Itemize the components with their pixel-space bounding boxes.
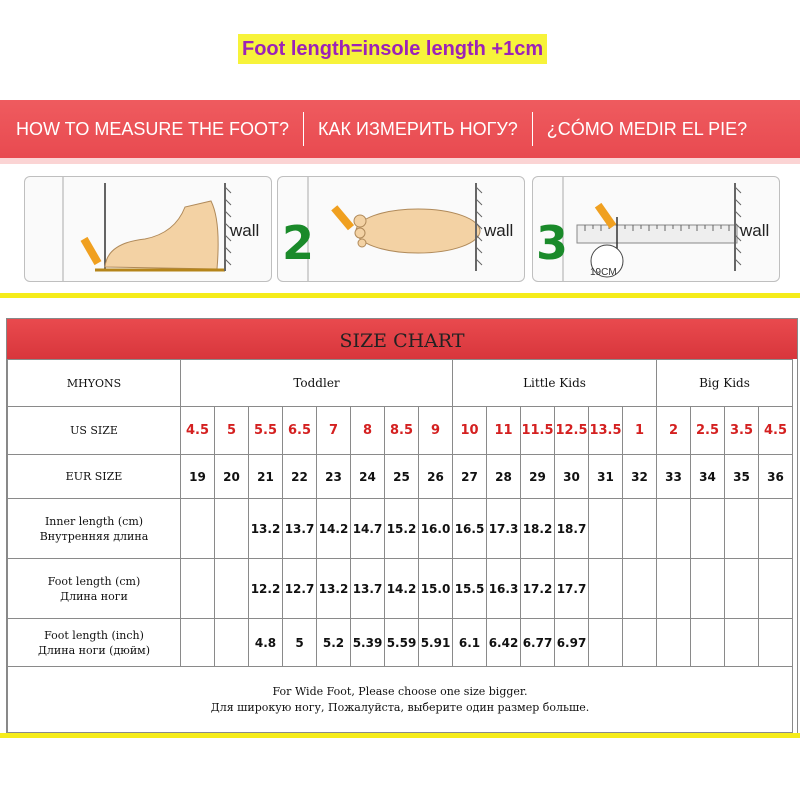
foot-length-inch-cell: 5.2 [317,619,351,667]
foot-length-inch-cell [759,619,793,667]
foot-length-inch-cell: 5 [283,619,317,667]
foot-length-inch-cell [181,619,215,667]
group-big-kids: Big Kids [657,360,793,407]
foot-length-cm-cell [759,559,793,619]
divider-top [0,293,800,298]
eur-size-cell: 29 [521,455,555,499]
foot-length-cm-cell: 14.2 [385,559,419,619]
inner-length-cell [725,499,759,559]
inner-length-cell: 17.3 [487,499,521,559]
eur-size-cell: 36 [759,455,793,499]
foot-length-inch-cell: 6.97 [555,619,589,667]
foot-length-inch-cell: 5.39 [351,619,385,667]
step-3-number: 3 [536,216,569,270]
foot-length-cm-cell: 15.0 [419,559,453,619]
foot-length-cm-label-ru: Длина ноги [60,589,128,603]
inner-length-cell [181,499,215,559]
size-table [7,359,793,733]
foot-length-inch-cell [725,619,759,667]
eur-size-label: EUR SIZE [8,455,181,499]
inner-length-cell [657,499,691,559]
eur-size-cell: 25 [385,455,419,499]
foot-length-inch-cell [691,619,725,667]
inner-length-cell: 16.0 [419,499,453,559]
page-title: Foot length=insole length +1cm [238,34,547,64]
foot-length-cm-label [8,559,181,619]
eur-size-cell: 35 [725,455,759,499]
us-size-cell: 1 [623,407,657,455]
inner-length-cell: 13.2 [249,499,283,559]
us-size-cell: 2.5 [691,407,725,455]
eur-size-cell: 28 [487,455,521,499]
us-size-cell: 11.5 [521,407,555,455]
us-size-cell: 9 [419,407,453,455]
inner-length-cell: 13.7 [283,499,317,559]
eur-size-cell: 31 [589,455,623,499]
banner-russian: КАК ИЗМЕРИТЬ НОГУ? [318,118,518,139]
eur-size-cell: 22 [283,455,317,499]
us-size-cell: 2 [657,407,691,455]
foot-length-inch-cell: 5.59 [385,619,419,667]
foot-length-cm-cell: 16.3 [487,559,521,619]
eur-size-cell: 23 [317,455,351,499]
foot-length-cm-cell: 12.7 [283,559,317,619]
inner-length-cell: 16.5 [453,499,487,559]
foot-length-cm-label-en: Foot length (cm) [47,574,141,588]
foot-length-cm-cell [181,559,215,619]
us-size-cell: 11 [487,407,521,455]
step-2-wall-label: wall [484,221,514,240]
eur-size-cell: 19 [181,455,215,499]
us-size-cell: 6.5 [283,407,317,455]
us-size-cell: 8 [351,407,385,455]
foot-length-cm-cell: 12.2 [249,559,283,619]
eur-size-cell: 27 [453,455,487,499]
inner-length-cell [759,499,793,559]
foot-length-inch-label-en: Foot length (inch) [44,628,144,642]
foot-length-cm-cell: 13.2 [317,559,351,619]
foot-length-cm-cell: 15.5 [453,559,487,619]
us-size-cell: 4.5 [759,407,793,455]
inner-length-label-en: Inner length (cm) [44,514,144,528]
banner-divider [303,112,304,146]
foot-length-cm-cell [691,559,725,619]
foot-length-cm-cell: 17.7 [555,559,589,619]
us-size-label: US SIZE [8,407,181,455]
foot-length-inch-cell [215,619,249,667]
eur-size-cell: 32 [623,455,657,499]
eur-size-cell: 24 [351,455,385,499]
wide-foot-note-ru: Для широкую ногу, Пожалуйста, выберите один размер больше. [210,700,590,714]
banner-spanish: ¿CÓMO MEDIR EL PIE? [546,118,748,139]
us-size-cell: 5.5 [249,407,283,455]
foot-length-cm-cell: 13.7 [351,559,385,619]
step-1-wall-label: wall [230,221,260,240]
us-size-cell: 5 [215,407,249,455]
wide-foot-note [8,667,793,733]
size-chart-title: SIZE CHART [7,319,797,359]
eur-size-cell: 30 [555,455,589,499]
banner-english: HOW TO MEASURE THE FOOT? [16,118,290,139]
foot-length-cm-cell [215,559,249,619]
group-little-kids: Little Kids [453,360,657,407]
foot-length-inch-cell: 4.8 [249,619,283,667]
foot-length-cm-cell: 17.2 [521,559,555,619]
eur-size-cell: 26 [419,455,453,499]
foot-length-cm-cell [589,559,623,619]
group-toddler: Toddler [181,360,453,407]
foot-length-inch-cell: 6.1 [453,619,487,667]
foot-length-inch-label [8,619,181,667]
foot-length-inch-cell [657,619,691,667]
foot-length-inch-label-ru: Длина ноги (дюйм) [37,643,150,657]
inner-length-cell: 18.7 [555,499,589,559]
measure-banner [0,100,800,164]
foot-length-inch-cell [589,619,623,667]
inner-length-cell: 15.2 [385,499,419,559]
divider-bottom [0,733,800,738]
foot-length-cm-cell [657,559,691,619]
foot-length-inch-cell: 6.42 [487,619,521,667]
inner-length-cell [215,499,249,559]
us-size-cell: 7 [317,407,351,455]
inner-length-cell [589,499,623,559]
us-size-cell: 8.5 [385,407,419,455]
us-size-cell: 4.5 [181,407,215,455]
inner-length-cell: 14.7 [351,499,385,559]
inner-length-cell [623,499,657,559]
eur-size-cell: 34 [691,455,725,499]
measure-steps [0,164,800,292]
us-size-cell: 10 [453,407,487,455]
banner-divider [532,112,533,146]
inner-length-cell: 18.2 [521,499,555,559]
us-size-cell: 13.5 [589,407,623,455]
foot-length-inch-cell: 6.77 [521,619,555,667]
foot-length-inch-cell: 5.91 [419,619,453,667]
foot-length-inch-cell [623,619,657,667]
inner-length-cell: 14.2 [317,499,351,559]
us-size-cell: 12.5 [555,407,589,455]
size-chart [6,318,798,734]
foot-length-cm-cell [725,559,759,619]
foot-length-cm-cell [623,559,657,619]
wide-foot-note-en: For Wide Foot, Please choose one size bigger. [272,684,528,698]
inner-length-label [8,499,181,559]
step-2-number: 2 [282,216,315,270]
ruler-reading: 19CM [590,267,617,278]
step-3-wall-label: wall [740,221,770,240]
eur-size-cell: 33 [657,455,691,499]
eur-size-cell: 21 [249,455,283,499]
eur-size-cell: 20 [215,455,249,499]
us-size-cell: 3.5 [725,407,759,455]
inner-length-label-ru: Внутренняя длина [39,529,149,543]
inner-length-cell [691,499,725,559]
brand-cell: MHYONS [8,360,181,407]
